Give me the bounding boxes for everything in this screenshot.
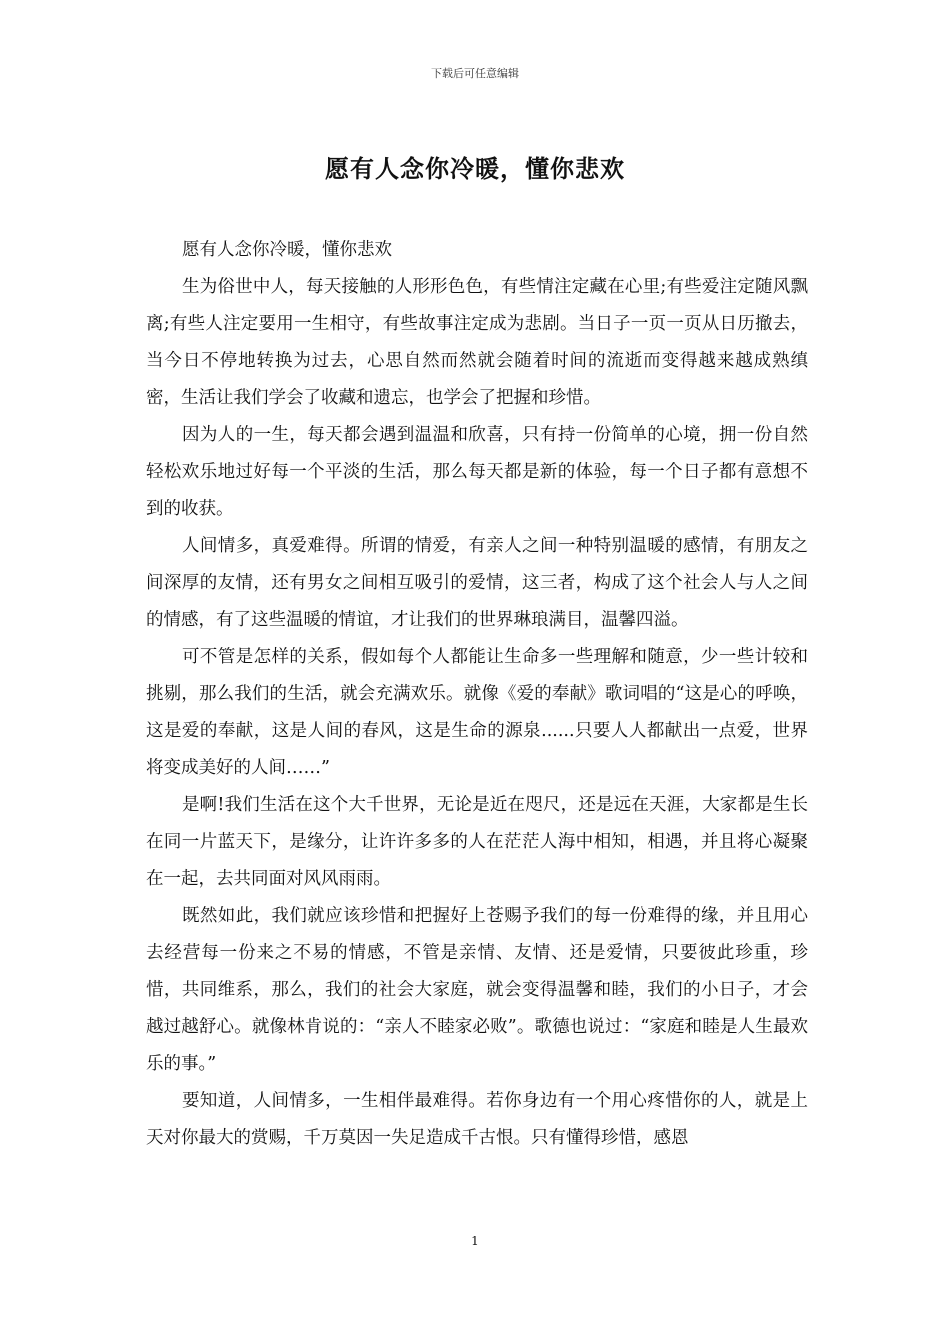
document-body xyxy=(146,232,808,1157)
paragraph: 要知道，人间情多，一生相伴最难得。若你身边有一个用心疼惜你的人，就是上天对你最大的赏赐，千万莫因一失足造成千古恨。只有懂得珍惜，感恩 xyxy=(146,1091,808,1148)
page-header: 下载后可任意编辑 xyxy=(431,67,519,80)
paragraph: 是啊!我们生活在这个大千世界，无论是近在咫尺，还是远在天涯，大家都是生长在同一片蓝天下，是缘分，让许许多多的人在茫茫人海中相知，相遇，并且将心凝聚在一起，去共同面对风风雨雨。 xyxy=(146,795,808,889)
paragraph: 愿有人念你冷暖，懂你悲欢 xyxy=(182,240,392,260)
paragraph: 人间情多，真爱难得。所谓的情爱，有亲人之间一种特别温暖的感情，有朋友之间深厚的友情，还有男女之间相互吸引的爱情，这三者，构成了这个社会人与人之间的情感，有了这些温暖的情谊，才让我们的世界琳琅满目，温馨四溢。 xyxy=(146,536,808,630)
paragraph: 可不管是怎样的关系，假如每个人都能让生命多一些理解和随意，少一些计较和挑剔，那么我们的生活，就会充满欢乐。就像《爱的奉献》歌词唱的“这是心的呼唤，这是爱的奉献，这是人间的春风，这是生命的源泉......只要人人都献出一点爱，世界将变成美好的人间……” xyxy=(146,647,808,778)
paragraph: 因为人的一生，每天都会遇到温温和欣喜，只有持一份简单的心境，拥一份自然轻松欢乐地过好每一个平淡的生活，那么每天都是新的体验，每一个日子都有意想不到的收获。 xyxy=(146,425,808,519)
document-title: 愿有人念你冷暖，懂你悲欢 xyxy=(325,154,625,183)
paragraph: 既然如此，我们就应该珍惜和把握好上苍赐予我们的每一份难得的缘，并且用心去经营每一份来之不易的情感，不管是亲情、友情、还是爱情，只要彼此珍重，珍惜，共同维系，那么，我们的社会大家庭，就会变得温馨和睦，我们的小日子，才会越过越舒心。就像林肯说的：“亲人不睦家必败”。歌德也说过：“家庭和睦是人生最欢乐的事。” xyxy=(146,906,808,1074)
paragraph: 生为俗世中人，每天接触的人形形色色，有些情注定藏在心里;有些爱注定随风飘离;有些人注定要用一生相守，有些故事注定成为悲剧。当日子一页一页从日历撤去，当今日不停地转换为过去，心思自然而然就会随着时间的流逝而变得越来越成熟缜密，生活让我们学会了收藏和遗忘，也学会了把握和珍惜。 xyxy=(146,277,808,408)
page-number: 1 xyxy=(471,1234,479,1248)
